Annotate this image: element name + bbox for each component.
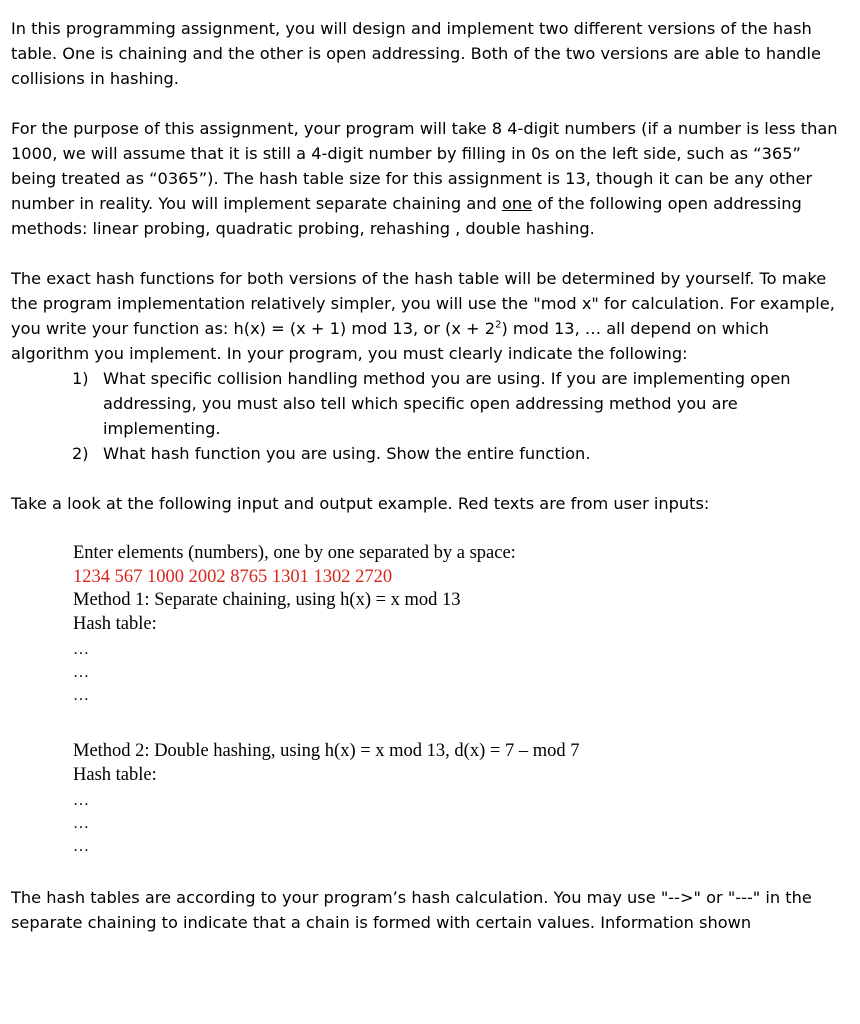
spacer: [11, 91, 841, 116]
ellipsis-line: …: [73, 664, 90, 681]
spacer: [73, 707, 841, 740]
intro-paragraph: In this programming assignment, you will design and implement two different versions of the hash table. One is chaining and the other is open addressing. Both of the two versions are able to handle collisions in hashing.: [11, 19, 822, 88]
requirement-text: What hash function you are using. Show the entire function.: [103, 444, 591, 463]
spacer: [11, 466, 841, 491]
spacer: [11, 858, 841, 885]
example-prompt: Enter elements (numbers), one by one separated by a space:: [73, 543, 516, 563]
ellipsis-line: …: [73, 838, 90, 855]
superscript-two: 2: [495, 319, 502, 331]
example-method2: Method 2: Double hashing, using h(x) = x mod 13, d(x) = 7 – mod 7: [73, 741, 580, 761]
requirements-list: [11, 366, 841, 466]
purpose-text-part2: of the following open addressing methods: linear probing, quadratic probing, rehashing , double hashing.: [11, 194, 802, 238]
requirement-text: What specific collision handling method you are using. If you are implementing open addressing, you must also tell which specific open addressing method you are implementing.: [103, 369, 791, 438]
requirement-item: [11, 366, 841, 441]
requirement-item: [11, 441, 841, 466]
hash-function-text-part1: The exact hash functions for both versions of the hash table will be determined by yourself. To make the program implementation relatively simpler, you will use the "mod x" for calculation. For example, you write your function as: h(x) = (x + 1) mod 13, or (x + 2: [11, 269, 835, 338]
underlined-one: one: [501, 194, 533, 213]
ellipsis-line: …: [73, 792, 90, 809]
ellipsis-line: …: [73, 687, 90, 704]
assignment-document: [11, 16, 841, 935]
example-intro-paragraph: Take a look at the following input and output example. Red texts are from user inputs:: [11, 494, 710, 513]
ellipsis-line: …: [73, 641, 90, 658]
purpose-paragraph: [11, 116, 841, 241]
closing-paragraph: The hash tables are according to your program’s hash calculation. You may use "-->" or "---" in the separate chaining to indicate that a chain is formed with certain values. Information shown: [11, 888, 812, 932]
purpose-text-part1: For the purpose of this assignment, your program will take 8 4-digit numbers (if a number is less than 1000, we will assume that it is still a 4-digit number by filling in 0s on the left side, such as “365” being treated as “0365”). The hash table size for this assignment is 13, though it can be any other number in reality. You will implement separate chaining and: [11, 119, 838, 213]
example-hash-table-label-2: Hash table:: [73, 764, 157, 785]
hash-function-text-part2: ) mod 13, … all depend on which algorithm you implement. In your program, you must clearly indicate the following:: [11, 319, 769, 363]
spacer: [11, 241, 841, 266]
example-user-input: 1234 567 1000 2002 8765 1301 1302 2720: [73, 566, 393, 587]
requirement-number: 2): [72, 444, 89, 463]
ellipsis-line: …: [73, 815, 90, 832]
example-method1: Method 1: Separate chaining, using h(x) = x mod 13: [73, 590, 461, 610]
example-block: [73, 542, 841, 858]
spacer: [11, 516, 841, 542]
requirement-number: 1): [72, 369, 89, 388]
example-hash-table-label-1: Hash table:: [73, 613, 157, 634]
hash-function-paragraph: [11, 266, 841, 366]
